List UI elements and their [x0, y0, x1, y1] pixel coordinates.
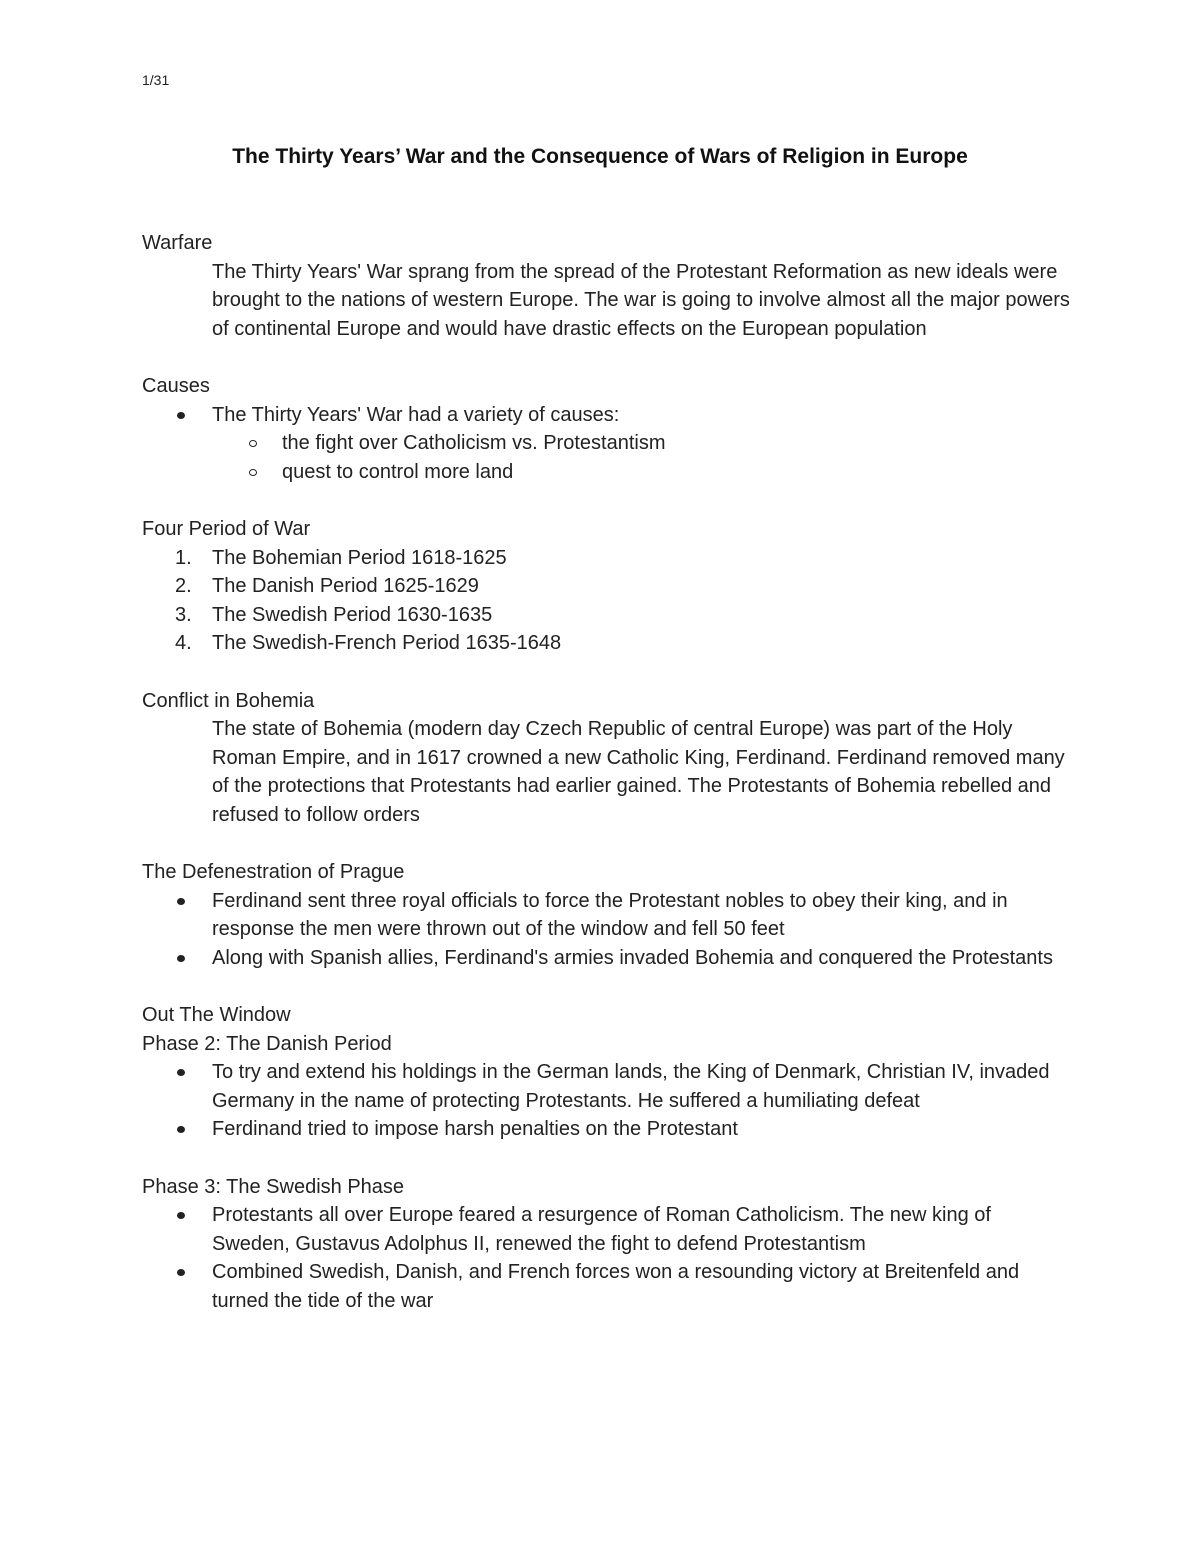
bullet-icon	[177, 955, 185, 962]
list-item-text: The Danish Period 1625-1629	[212, 575, 479, 598]
list-item-text: The Bohemian Period 1618-1625	[212, 546, 507, 569]
sub-list-item-text: quest to control more land	[282, 460, 514, 483]
sub-list-item-text: the fight over Catholicism vs. Protestantism	[282, 432, 666, 455]
bullet-icon	[177, 1069, 185, 1076]
list-item-text: Protestants all over Europe feared a resurgence of Roman Catholicism. The new king of Sweden, Gustavus Adolphus II, renewed the fight to defend Protestantism	[212, 1204, 991, 1255]
document-title: The Thirty Years’ War and the Consequence of Wars of Religion in Europe	[232, 145, 968, 168]
list-item-text: To try and extend his holdings in the German lands, the King of Denmark, Christian IV, invaded Germany in the name of protecting Protestants. He suffered a humiliating defeat	[212, 1061, 1050, 1112]
list-item-text: Along with Spanish allies, Ferdinand's armies invaded Bohemia and conquered the Protestants	[212, 946, 1053, 969]
sub-list-item	[142, 429, 1072, 458]
list-item	[142, 1258, 1072, 1315]
list-item-text: Combined Swedish, Danish, and French forces won a resounding victory at Breitenfeld and turned the tide of the war	[212, 1261, 1020, 1312]
defenestration-list	[142, 887, 1072, 973]
bullet-icon	[177, 1269, 185, 1276]
bullet-icon	[177, 412, 185, 419]
list-item-text: Ferdinand tried to impose harsh penalties on the Protestant	[212, 1118, 738, 1141]
list-item	[142, 944, 1072, 973]
periods-list	[142, 544, 1072, 658]
list-number: 1.	[175, 546, 192, 569]
causes-list	[142, 401, 1072, 487]
section-heading-bohemia: Conflict in Bohemia	[142, 689, 315, 712]
section-heading-periods: Four Period of War	[142, 517, 311, 540]
list-item	[142, 401, 1072, 430]
list-item	[142, 1115, 1072, 1144]
hollow-bullet-icon	[249, 469, 257, 476]
list-item-text: Ferdinand sent three royal officials to force the Protestant nobles to obey their king, and in response the men were thrown out of the window and fell 50 feet	[212, 889, 1008, 941]
section-heading-warfare: Warfare	[142, 232, 213, 254]
list-number: 2.	[175, 575, 192, 598]
section-heading-danish-phase: Phase 2: The Danish Period	[142, 1032, 392, 1055]
section-heading-out-the-window: Out The Window	[142, 1004, 291, 1027]
numbered-list-item	[142, 544, 1072, 573]
list-item	[142, 887, 1072, 944]
swedish-list	[142, 1201, 1072, 1315]
document-body	[142, 229, 1072, 1316]
list-number: 3.	[175, 603, 192, 626]
section-heading-defenestration: The Defenestration of Prague	[142, 861, 405, 884]
numbered-list-item	[142, 572, 1072, 601]
list-item	[142, 1201, 1072, 1258]
sub-list-item	[142, 458, 1072, 487]
list-item-text: The Swedish Period 1630-1635	[212, 603, 493, 626]
numbered-list-item	[142, 601, 1072, 630]
list-item	[142, 1058, 1072, 1115]
bullet-icon	[177, 1126, 185, 1133]
hollow-bullet-icon	[249, 440, 257, 447]
section-heading-swedish-phase: Phase 3: The Swedish Phase	[142, 1175, 405, 1198]
list-item-text: The Thirty Years' War had a variety of causes:	[212, 403, 620, 426]
danish-list	[142, 1058, 1072, 1144]
bohemia-paragraph: The state of Bohemia (modern day Czech Republic of central Europe) was part of the Holy Roman Empire, and in 1617 crowned a new Catholic King, Ferdinand. Ferdinand removed many of the protections that Protestants had earlier gained. The Protestants of Bohemia rebelled and refused to follow orders	[212, 718, 1065, 826]
numbered-list-item	[142, 629, 1072, 658]
warfare-paragraph: The Thirty Years' War sprang from the spread of the Protestant Reformation as new ideals were brought to the nations of western Europe. The war is going to involve almost all the major powers of continental Europe and would have drastic effects on the European population	[212, 260, 1070, 340]
section-heading-causes: Causes	[142, 374, 210, 397]
bullet-icon	[177, 898, 185, 905]
list-number: 4.	[175, 632, 192, 655]
bullet-icon	[177, 1212, 185, 1219]
page-number: 1/31	[142, 72, 170, 88]
list-item-text: The Swedish-French Period 1635-1648	[212, 632, 562, 655]
